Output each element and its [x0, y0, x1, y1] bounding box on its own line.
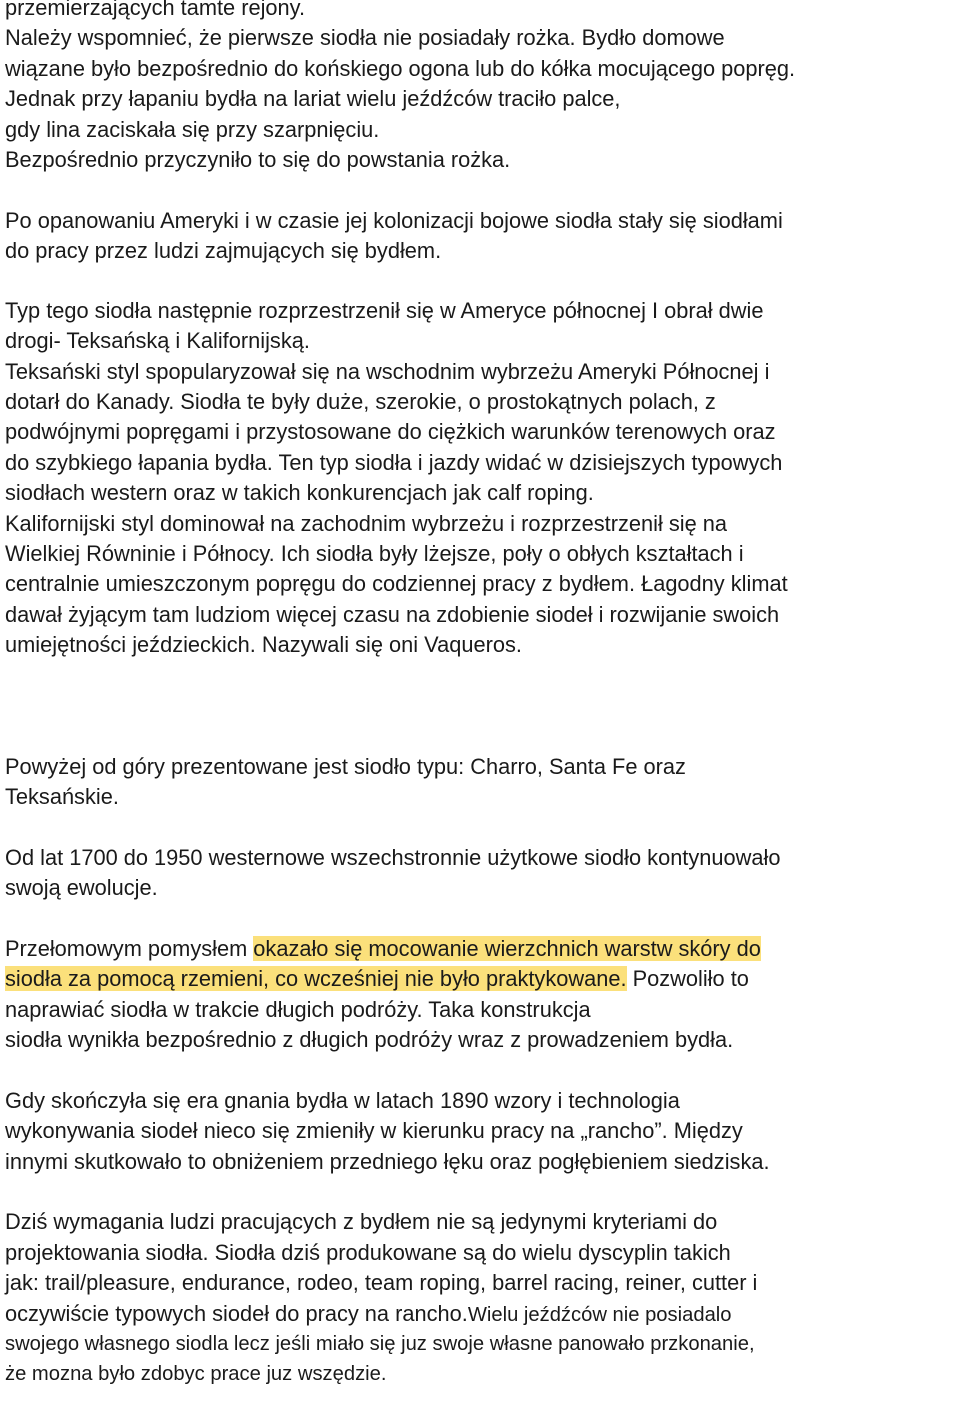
- highlighted-text: siodła za pomocą rzemieni, co wcześniej nie było praktykowane.: [5, 966, 627, 992]
- text-line: [5, 934, 957, 964]
- text-line: centralnie umieszczonym popręgu do codziennej pracy z bydłem. Łagodny klimat: [5, 571, 788, 597]
- text-line: do pracy przez ludzi zajmujących się bydłem.: [5, 238, 442, 264]
- plain-text: Pozwoliło to: [626, 966, 749, 992]
- text-line: naprawiać siodła w trakcie długich podróży. Taka konstrukcja: [5, 996, 591, 1022]
- small-text: Wielu jeźdźców nie posiadalo: [467, 1303, 732, 1326]
- paragraph-modern-disciplines: [5, 1207, 957, 1389]
- text-line: dawał żyjącym tam ludziom więcej czasu na zdobienie siodeł i rozwijanie swoich: [5, 601, 780, 627]
- text-line: Gdy skończyła się era gnania bydła w latach 1890 wzory i technologia: [5, 1087, 680, 1113]
- paragraph-texas-california-styles: [5, 296, 957, 661]
- text-line: swojego własnego siodla lecz jeśli miało się juz swoje własne panowało przkonanie,: [5, 1333, 755, 1356]
- text-line: podwójnymi popręgami i przystosowane do ciężkich warunków terenowych oraz: [5, 419, 776, 445]
- text-line: siodłach western oraz w takich konkurencjach jak calf roping.: [5, 480, 594, 506]
- text-line: wykonywania siodeł nieco się zmieniły w kierunku pracy na „rancho”. Między: [5, 1118, 743, 1144]
- plain-text: Przełomowym pomysłem: [5, 935, 254, 961]
- text-line: Bezpośrednio przyczyniło to się do powstania rożka.: [5, 146, 511, 172]
- text-line: umiejętności jeździeckich. Nazywali się oni Vaqueros.: [5, 632, 522, 658]
- paragraph-saddle-types: [5, 752, 957, 813]
- text-line: swoją ewolucje.: [5, 875, 158, 901]
- text-line: Kalifornijski styl dominował na zachodnim wybrzeżu i rozprzestrzenił się na: [5, 510, 728, 536]
- text-line: że mozna było zdobyc prace juz wszędzie.: [5, 1363, 387, 1386]
- text-line: Jednak przy łapaniu bydła na lariat wielu jeźdźców traciło palce,: [5, 86, 621, 112]
- text-line: Wielkiej Równinie i Północy. Ich siodła były lżejsze, poły o obłych kształtach i: [5, 541, 744, 567]
- text-line: wiązane było bezpośrednio do końskiego ogona lub do kółka mocującego popręg.: [5, 55, 796, 81]
- paragraph-america-colonization: [5, 206, 957, 267]
- text-line: projektowania siodła. Siodła dziś produkowane są do wielu dyscyplin takich: [5, 1239, 731, 1265]
- highlighted-text: okazało się mocowanie wierzchnich warstw skóry do: [253, 935, 761, 961]
- text-line: Od lat 1700 do 1950 westernowe wszechstronnie użytkowe siodło kontynuowało: [5, 844, 781, 870]
- text-line: jak: trail/pleasure, endurance, rodeo, team roping, barrel racing, reiner, cutter i: [5, 1270, 758, 1296]
- text-line: Powyżej od góry prezentowane jest siodło typu: Charro, Santa Fe oraz: [5, 753, 686, 779]
- text-line: Typ tego siodła następnie rozprzestrzenił się w Ameryce północnej I obrał dwie: [5, 297, 764, 323]
- text-line: innymi skutkowało to obniżeniem przedniego łęku oraz pogłębieniem siedziska.: [5, 1148, 770, 1174]
- text-line: Dziś wymagania ludzi pracujących z bydłem nie są jedynymi kryteriami do: [5, 1209, 718, 1235]
- paragraph-saddle-horn: [5, 0, 957, 175]
- document-body: [5, 0, 957, 1390]
- text-line: [5, 1299, 957, 1329]
- text-line: Należy wspomnieć, że pierwsze siodła nie posiadały rożka. Bydło domowe: [5, 25, 725, 51]
- text-line: dotarł do Kanady. Siodła te były duże, szerokie, o prostokątnych polach, z: [5, 389, 716, 415]
- text-line: Teksański styl spopularyzował się na wschodnim wybrzeżu Ameryki Północnej i: [5, 358, 770, 384]
- paragraph-end-of-cattle-drives: [5, 1086, 957, 1177]
- paragraph-evolution: [5, 843, 957, 904]
- text-line: siodła wynikła bezpośrednio z długich podróży wraz z prowadzeniem bydła.: [5, 1027, 734, 1053]
- text-line: [5, 964, 957, 994]
- text-line: drogi- Teksańską i Kalifornijską.: [5, 328, 310, 354]
- text-line: Teksańskie.: [5, 783, 119, 809]
- text-line: przemierzających tamte rejony.: [5, 0, 306, 20]
- text-line: Po opanowaniu Ameryki i w czasie jej kolonizacji bojowe siodła stały się siodłami: [5, 207, 783, 233]
- text-line: do szybkiego łapania bydła. Ten typ siodła i jazdy widać w dzisiejszych typowych: [5, 449, 783, 475]
- paragraph-breakthrough-idea: [5, 934, 957, 1056]
- plain-text: oczywiście typowych siodeł do pracy na rancho.: [5, 1300, 468, 1326]
- text-line: gdy lina zaciskała się przy szarpnięciu.: [5, 116, 380, 142]
